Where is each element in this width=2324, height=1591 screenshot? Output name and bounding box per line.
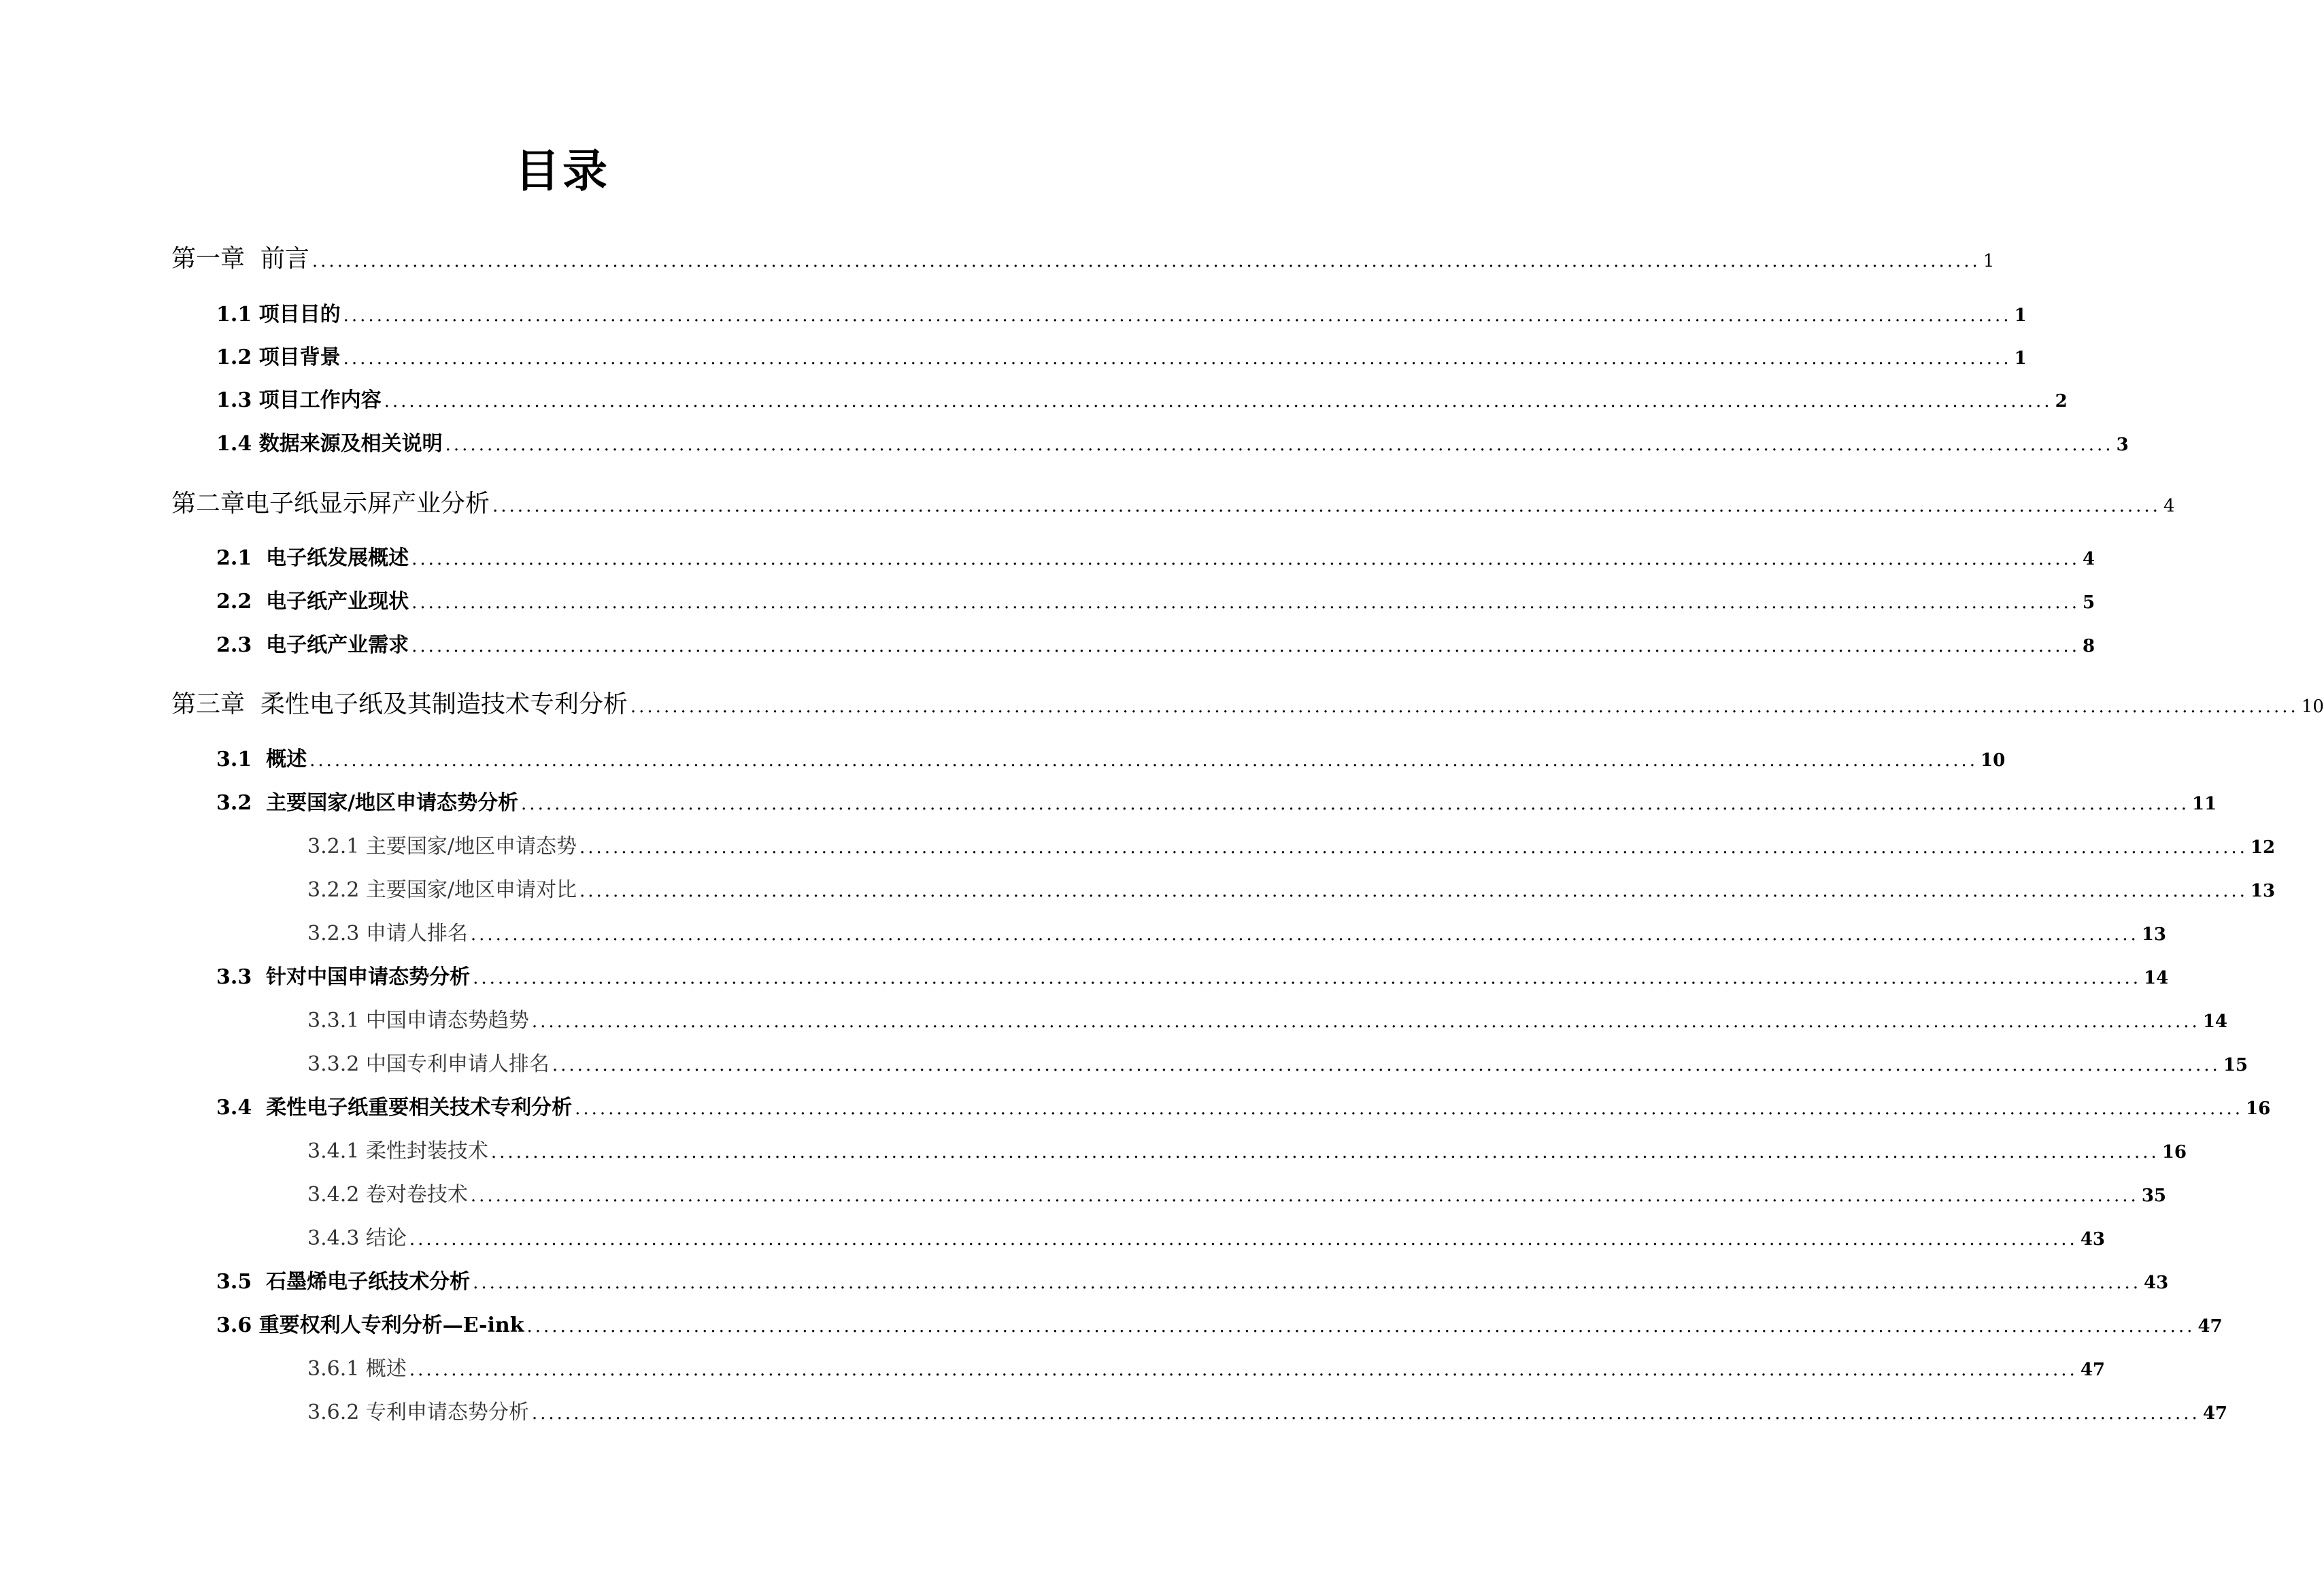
toc-entry-title: 3.6.1 概述 xyxy=(307,1357,407,1381)
toc-entry[interactable] xyxy=(216,628,2095,657)
toc-entry[interactable] xyxy=(171,239,1995,273)
toc-entry-page: 47 xyxy=(2080,1360,2105,1380)
toc-entry-page: 1 xyxy=(2014,305,2027,326)
toc-entry[interactable] xyxy=(216,960,2169,989)
toc-entry-title: 第三章 柔性电子纸及其制造技术专利分析 xyxy=(171,690,628,718)
toc-entry-title: 3.2.1 主要国家/地区申请态势 xyxy=(307,835,577,858)
toc-entry-title: 1.3 项目工作内容 xyxy=(216,388,382,412)
toc-leader-dots: ........................................................................................................................................................................................................ xyxy=(552,1055,2221,1075)
toc-entry-title: 1.1 项目目的 xyxy=(216,303,341,326)
toc-entry-page: 4 xyxy=(2083,549,2095,569)
toc-leader-dots: ........................................................................................................................................................................................................ xyxy=(521,794,2189,814)
toc-leader-dots: ........................................................................................................................................................................................................ xyxy=(531,1403,2200,1424)
toc-entry-page: 35 xyxy=(2141,1186,2166,1206)
toc-leader-dots: ........................................................................................................................................................................................................ xyxy=(492,496,2161,516)
toc-entry-title: 3.4.2 卷对卷技术 xyxy=(307,1183,468,1207)
toc-entry-page: 10 xyxy=(2301,697,2324,717)
toc-entry-page: 11 xyxy=(2191,794,2217,814)
toc-entry-title: 3.2.2 主要国家/地区申请对比 xyxy=(307,878,577,902)
toc-entry-page: 12 xyxy=(2250,837,2276,858)
toc-entry-page: 1 xyxy=(1983,251,1995,271)
toc-entry[interactable] xyxy=(307,1003,2227,1033)
toc-entry[interactable] xyxy=(307,1352,2105,1381)
toc-entry-title: 3.6 重要权利人专利分析—E-ink xyxy=(216,1313,524,1337)
toc-entry-title: 3.4.1 柔性封装技术 xyxy=(307,1139,488,1163)
toc-entry-page: 47 xyxy=(2197,1316,2223,1337)
toc-entry-title: 3.4 柔性电子纸重要相关技术专利分析 xyxy=(216,1096,573,1120)
toc-leader-dots: ........................................................................................................................................................................................................ xyxy=(384,391,2053,412)
toc-entry[interactable] xyxy=(216,383,2068,412)
toc-leader-dots: ........................................................................................................................................................................................................ xyxy=(411,549,2081,569)
toc-entry[interactable] xyxy=(171,484,2175,518)
toc-entry[interactable] xyxy=(216,340,2027,369)
toc-entry-page: 16 xyxy=(2246,1099,2271,1119)
toc-leader-dots: ........................................................................................................................................................................................................ xyxy=(411,636,2081,656)
toc-entry[interactable] xyxy=(307,873,2276,902)
toc-entry[interactable] xyxy=(307,1221,2105,1250)
toc-entry-title: 3.6.2 专利申请态势分析 xyxy=(307,1401,529,1424)
toc-leader-dots: ........................................................................................................................................................................................................ xyxy=(579,881,2248,901)
toc-entry[interactable] xyxy=(216,426,2129,456)
toc-entry-page: 8 xyxy=(2083,636,2095,656)
toc-entry-title: 3.3.2 中国专利申请人排名 xyxy=(307,1052,550,1076)
toc-leader-dots: ........................................................................................................................................................................................................ xyxy=(579,837,2248,858)
toc-leader-dots: ........................................................................................................................................................................................................ xyxy=(490,1142,2159,1162)
toc-entry-page: 15 xyxy=(2223,1055,2248,1075)
toc-entry-page: 14 xyxy=(2202,1011,2227,1032)
toc-entry-title: 第二章电子纸显示屏产业分析 xyxy=(171,490,490,518)
toc-entry-title: 3.3 针对中国申请态势分析 xyxy=(216,965,471,989)
toc-leader-dots: ........................................................................................................................................................................................................ xyxy=(526,1316,2195,1337)
toc-entry-title: 3.2.3 申请人排名 xyxy=(307,922,468,945)
toc-leader-dots: ........................................................................................................................................................................................................ xyxy=(343,348,2012,369)
toc-entry[interactable] xyxy=(171,685,2324,718)
toc-entry-title: 3.3.1 中国申请态势趋势 xyxy=(307,1009,529,1033)
toc-entry[interactable] xyxy=(216,541,2095,570)
toc-entry-page: 43 xyxy=(2144,1273,2169,1293)
toc-entry[interactable] xyxy=(216,297,2027,326)
toc-entry[interactable] xyxy=(307,829,2276,858)
toc-leader-dots: ........................................................................................................................................................................................................ xyxy=(630,697,2299,717)
toc-leader-dots: ........................................................................................................................................................................................................ xyxy=(531,1011,2200,1032)
toc-entry-page: 1 xyxy=(2014,348,2027,369)
toc-entry[interactable] xyxy=(307,1395,2227,1424)
toc-leader-dots: ........................................................................................................................................................................................................ xyxy=(409,1229,2078,1250)
toc-entry[interactable] xyxy=(216,786,2217,815)
toc-entry-page: 2 xyxy=(2055,391,2068,412)
toc-entry[interactable] xyxy=(307,1134,2187,1163)
toc-entry-title: 2.1 电子纸发展概述 xyxy=(216,546,409,570)
toc-entry-page: 43 xyxy=(2080,1229,2105,1250)
toc-entry[interactable] xyxy=(216,1308,2223,1337)
toc-entry-title: 第一章 前言 xyxy=(171,245,309,273)
toc-entry-title: 2.3 电子纸产业需求 xyxy=(216,633,409,657)
toc-entry[interactable] xyxy=(216,1090,2271,1120)
toc-entry-title: 3.1 概述 xyxy=(216,748,307,771)
toc-entry[interactable] xyxy=(307,916,2166,945)
toc-entry-page: 13 xyxy=(2250,881,2276,901)
toc-entry-page: 10 xyxy=(1981,750,2006,771)
toc-leader-dots: ........................................................................................................................................................................................................ xyxy=(470,924,2139,945)
toc-leader-dots: ........................................................................................................................................................................................................ xyxy=(409,1360,2078,1380)
toc-leader-dots: ........................................................................................................................................................................................................ xyxy=(575,1099,2244,1119)
toc-entry-title: 3.5 石墨烯电子纸技术分析 xyxy=(216,1270,471,1294)
toc-entry-title: 1.2 项目背景 xyxy=(216,346,341,369)
toc-leader-dots: ........................................................................................................................................................................................................ xyxy=(311,251,1981,271)
toc-leader-dots: ........................................................................................................................................................................................................ xyxy=(309,750,1978,771)
toc-entry-page: 5 xyxy=(2083,592,2095,613)
toc-entry-title: 3.2 主要国家/地区申请态势分析 xyxy=(216,791,519,815)
toc-entry[interactable] xyxy=(307,1177,2166,1207)
toc-leader-dots: ........................................................................................................................................................................................................ xyxy=(473,968,2142,988)
page-title: 目录 xyxy=(515,144,610,197)
toc-entry-page: 14 xyxy=(2144,968,2169,988)
toc-entry[interactable] xyxy=(216,584,2095,614)
toc-leader-dots: ........................................................................................................................................................................................................ xyxy=(470,1186,2139,1206)
toc-leader-dots: ........................................................................................................................................................................................................ xyxy=(343,305,2012,326)
toc-leader-dots: ........................................................................................................................................................................................................ xyxy=(411,592,2081,613)
toc-entry-page: 3 xyxy=(2116,435,2129,455)
toc-entry[interactable] xyxy=(216,742,2006,771)
toc-entry-title: 3.4.3 结论 xyxy=(307,1226,407,1250)
toc-leader-dots: ........................................................................................................................................................................................................ xyxy=(473,1273,2142,1293)
toc-entry-title: 1.4 数据来源及相关说明 xyxy=(216,432,443,456)
toc-leader-dots: ........................................................................................................................................................................................................ xyxy=(445,435,2114,455)
toc-entry-page: 4 xyxy=(2163,496,2175,516)
toc-entry-page: 13 xyxy=(2141,924,2166,945)
toc-entry-page: 16 xyxy=(2161,1142,2187,1162)
toc-entry-title: 2.2 电子纸产业现状 xyxy=(216,590,409,614)
toc-entry-page: 47 xyxy=(2202,1403,2227,1424)
toc-entry[interactable] xyxy=(307,1047,2248,1076)
toc-entry[interactable] xyxy=(216,1265,2169,1294)
